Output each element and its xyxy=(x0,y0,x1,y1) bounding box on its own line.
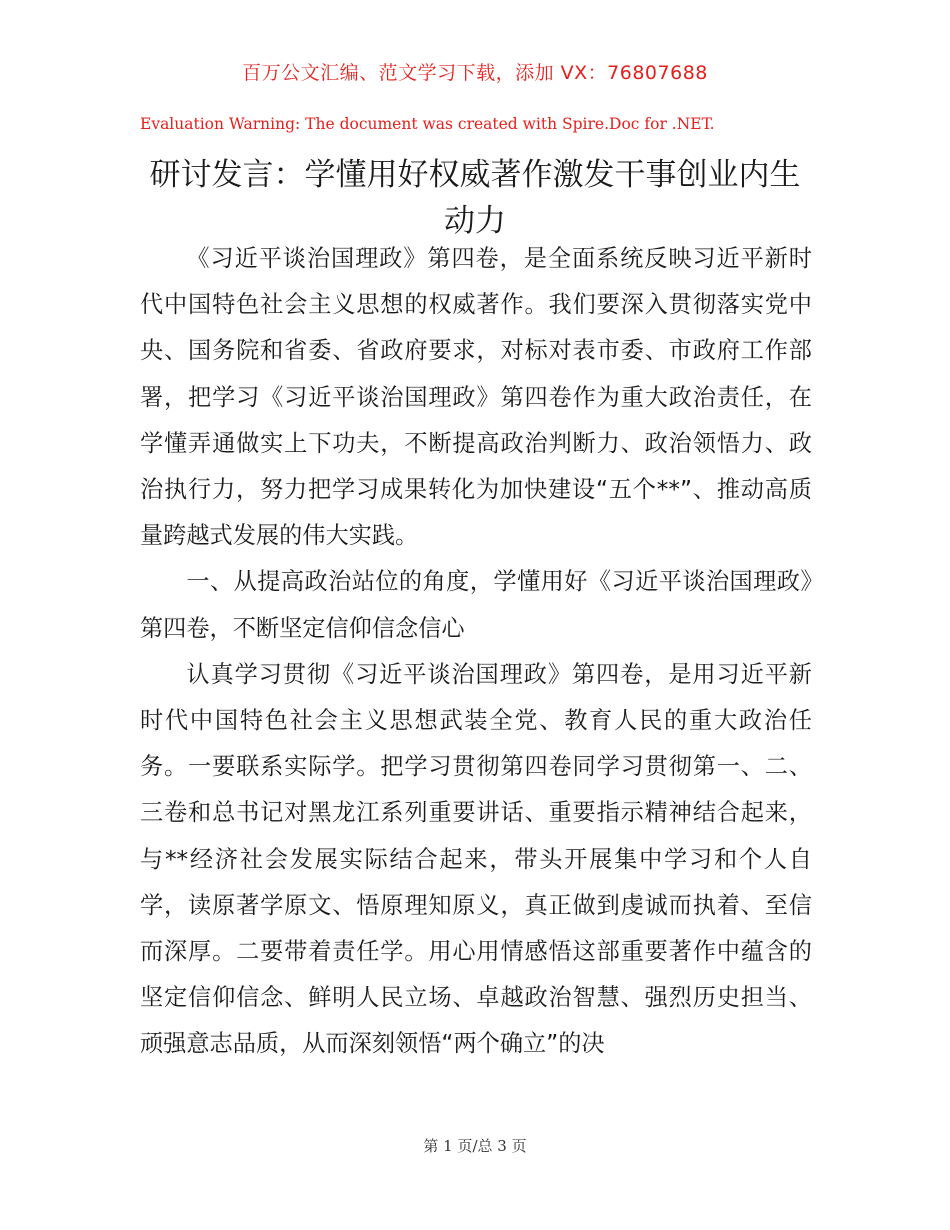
document-body xyxy=(140,236,812,1068)
document-title: 研讨发言：学懂用好权威著作激发干事创业内生动力 xyxy=(149,157,801,239)
page-footer: 第 1 页/总 3 页 xyxy=(423,1137,527,1155)
header-banner: 百万公文汇编、范文学习下载，添加 VX：76807688 xyxy=(242,62,708,84)
paragraph-section-1: 认真学习贯彻《习近平谈治国理政》第四卷，是用习近平新时代中国特色社会主义思想武装全党、教育人民的重大政治任务。一要联系实际学。把学习贯彻第四卷同学习贯彻第一、二、三卷和总书记对黑龙江系列重要讲话、重要指示精神结合起来，与**经济社会发展实际结合起来，带头开展集中学习和个人自学，读原著学原文、悟原理知原义，真正做到虔诚而执着、至信而深厚。二要带着责任学。用心用情感悟这部重要著作中蕴含的坚定信仰信念、鲜明人民立场、卓越政治智慧、强烈历史担当、顽强意志品质，从而深刻领悟“两个确立”的决 xyxy=(140,660,812,1058)
paragraph-intro: 《习近平谈治国理政》第四卷，是全面系统反映习近平新时代中国特色社会主义思想的权威著作。我们要深入贯彻落实党中央、国务院和省委、省政府要求，对标对表市委、市政府工作部署，把学习《习近平谈治国理政》第四卷作为重大政治责任，在学懂弄通做实上下功夫，不断提高政治判断力、政治领悟力、政治执行力，努力把学习成果转化为加快建设“五个**”、推动高质量跨越式发展的伟大实践。 xyxy=(140,245,812,550)
section-heading-1: 一、从提高政治站位的角度，学懂用好《习近平谈治国理政》第四卷，不断坚定信仰信念信心 xyxy=(140,568,812,642)
evaluation-warning: Evaluation Warning: The document was created with Spire.Doc for .NET. xyxy=(140,115,715,133)
